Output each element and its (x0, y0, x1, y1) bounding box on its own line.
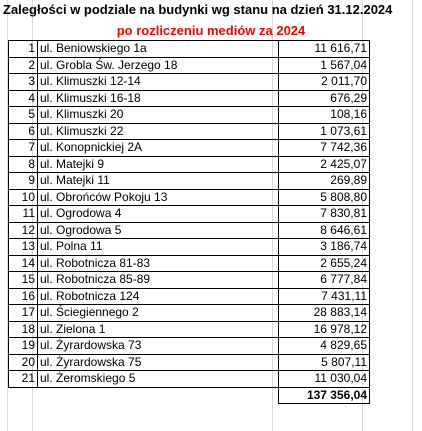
row-number-cell[interactable]: 8 (9, 156, 38, 173)
amount-cell[interactable]: 4 829,65 (279, 338, 370, 355)
row-number-cell[interactable]: 20 (9, 354, 38, 371)
row-number-cell[interactable]: 4 (9, 90, 38, 107)
row-number-cell[interactable]: 10 (9, 189, 38, 206)
amount-cell[interactable]: 269,89 (279, 173, 370, 190)
amount-cell[interactable]: 2 011,70 (279, 74, 370, 91)
row-number-cell[interactable]: 6 (9, 123, 38, 140)
table-row[interactable] (9, 222, 370, 239)
address-cell[interactable]: ul. Beniowskiego 1a (38, 41, 279, 58)
address-cell[interactable]: ul. Obrońców Pokoju 13 (38, 189, 279, 206)
amount-cell[interactable]: 676,29 (279, 90, 370, 107)
address-cell[interactable]: ul. Robotnicza 81-83 (38, 255, 279, 272)
row-number-cell[interactable]: 2 (9, 57, 38, 74)
table-row[interactable] (9, 41, 370, 58)
address-cell[interactable]: ul. Zielona 1 (38, 321, 279, 338)
amount-cell[interactable]: 1 073,61 (279, 123, 370, 140)
amount-cell[interactable]: 2 655,24 (279, 255, 370, 272)
table-row[interactable] (9, 371, 370, 388)
table-row[interactable] (9, 354, 370, 371)
table-row[interactable] (9, 57, 370, 74)
table-row[interactable] (9, 189, 370, 206)
address-cell[interactable]: ul. Żyrardowska 75 (38, 354, 279, 371)
address-cell[interactable]: ul. Grobla Św. Jerzego 18 (38, 57, 279, 74)
row-number-cell[interactable]: 12 (9, 222, 38, 239)
address-cell[interactable]: ul. Polna 11 (38, 239, 279, 256)
table-row[interactable] (9, 173, 370, 190)
table-row[interactable] (9, 321, 370, 338)
empty-cell[interactable] (38, 387, 279, 404)
table-row[interactable] (9, 156, 370, 173)
amount-cell[interactable]: 16 978,12 (279, 321, 370, 338)
table-row[interactable] (9, 272, 370, 289)
amount-cell[interactable]: 1 567,04 (279, 57, 370, 74)
amount-cell[interactable]: 108,16 (279, 107, 370, 124)
sheet-subtitle: po rozliczeniu mediów za 2024 (116, 23, 306, 38)
table-row[interactable] (9, 140, 370, 157)
amount-cell[interactable]: 7 742,36 (279, 140, 370, 157)
total-row (9, 387, 370, 404)
table-row[interactable] (9, 123, 370, 140)
address-cell[interactable]: ul. Matejki 9 (38, 156, 279, 173)
address-cell[interactable]: ul. Ogrodowa 5 (38, 222, 279, 239)
sheet-title: Zaległości w podziale na budynki wg stanu na dzień 31.12.2024 (3, 2, 393, 17)
row-number-cell[interactable]: 16 (9, 288, 38, 305)
row-number-cell[interactable]: 3 (9, 74, 38, 91)
table-row[interactable] (9, 206, 370, 223)
row-number-cell[interactable]: 1 (9, 41, 38, 58)
amount-cell[interactable]: 2 425,07 (279, 156, 370, 173)
row-number-cell[interactable]: 11 (9, 206, 38, 223)
table-row[interactable] (9, 255, 370, 272)
amount-cell[interactable]: 28 883,14 (279, 305, 370, 322)
address-cell[interactable]: ul. Klimuszki 12-14 (38, 74, 279, 91)
amount-cell[interactable]: 7 830,81 (279, 206, 370, 223)
address-cell[interactable]: ul. Robotnicza 85-89 (38, 272, 279, 289)
amount-cell[interactable]: 7 431,11 (279, 288, 370, 305)
address-cell[interactable]: ul. Matejki 11 (38, 173, 279, 190)
address-cell[interactable]: ul. Klimuszki 20 (38, 107, 279, 124)
amount-cell[interactable]: 11 616,71 (279, 41, 370, 58)
empty-cell[interactable] (9, 387, 38, 404)
address-cell[interactable]: ul. Ogrodowa 4 (38, 206, 279, 223)
amount-cell[interactable]: 6 777,84 (279, 272, 370, 289)
address-cell[interactable]: ul. Klimuszki 16-18 (38, 90, 279, 107)
amount-cell[interactable]: 5 808,80 (279, 189, 370, 206)
table-row[interactable] (9, 288, 370, 305)
address-cell[interactable]: ul. Konopnickiej 2A (38, 140, 279, 157)
row-number-cell[interactable]: 19 (9, 338, 38, 355)
row-number-cell[interactable]: 17 (9, 305, 38, 322)
total-amount-cell[interactable]: 137 356,04 (279, 387, 370, 404)
address-cell[interactable]: ul. Robotnicza 124 (38, 288, 279, 305)
gridline (412, 0, 413, 431)
table-row[interactable] (9, 107, 370, 124)
amount-cell[interactable]: 8 646,61 (279, 222, 370, 239)
table-row[interactable] (9, 90, 370, 107)
arrears-table (8, 40, 370, 404)
row-number-cell[interactable]: 14 (9, 255, 38, 272)
row-number-cell[interactable]: 21 (9, 371, 38, 388)
address-cell[interactable]: ul. Żeromskiego 5 (38, 371, 279, 388)
amount-cell[interactable]: 3 186,74 (279, 239, 370, 256)
table-row[interactable] (9, 74, 370, 91)
address-cell[interactable]: ul. Ściegiennego 2 (38, 305, 279, 322)
amount-cell[interactable]: 11 030,04 (279, 371, 370, 388)
row-number-cell[interactable]: 9 (9, 173, 38, 190)
row-number-cell[interactable]: 7 (9, 140, 38, 157)
address-cell[interactable]: ul. Klimuszki 22 (38, 123, 279, 140)
amount-cell[interactable]: 5 807,11 (279, 354, 370, 371)
row-number-cell[interactable]: 5 (9, 107, 38, 124)
row-number-cell[interactable]: 18 (9, 321, 38, 338)
row-number-cell[interactable]: 15 (9, 272, 38, 289)
table-row[interactable] (9, 338, 370, 355)
table-row[interactable] (9, 239, 370, 256)
table-row[interactable] (9, 305, 370, 322)
row-number-cell[interactable]: 13 (9, 239, 38, 256)
address-cell[interactable]: ul. Żyrardowska 73 (38, 338, 279, 355)
